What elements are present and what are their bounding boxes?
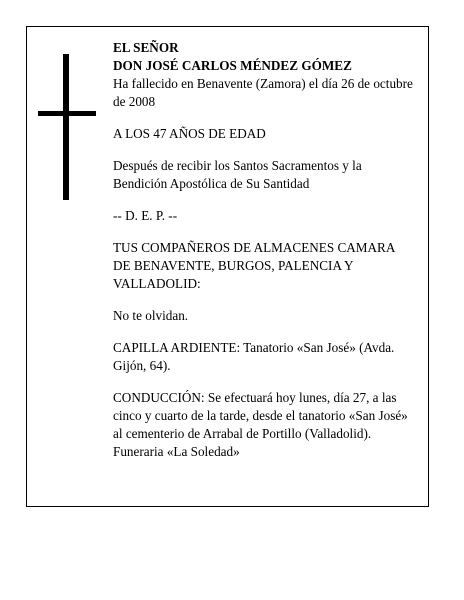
death-info: Ha fallecido en Benavente (Zamora) el día 26 de octubre de 2008 (113, 76, 413, 109)
obituary-notice (26, 26, 429, 507)
cross-vertical-bar (63, 54, 69, 200)
cross-icon (38, 54, 96, 200)
cross-horizontal-bar (38, 111, 96, 116)
age-line: A LOS 47 AÑOS DE EDAD (113, 126, 266, 141)
deceased-name: DON JOSÉ CARLOS MÉNDEZ GÓMEZ (113, 58, 352, 73)
title-line-1: EL SEÑOR (113, 40, 179, 55)
notice-text (113, 39, 413, 475)
notice-header (113, 39, 413, 111)
colleagues-line: TUS COMPAÑEROS DE ALMACENES CAMARA DE BENAVENTE, BURGOS, PALENCIA Y VALLADOLID: (113, 240, 395, 291)
conduction-line: CONDUCCIÓN: Se efectuará hoy lunes, día 27, a las cinco y cuarto de la tarde, desde el tanatorio «San José» al cementerio de Arrabal de Portillo (Valladolid). Funeraria «La Soledad» (113, 390, 408, 459)
chapel-line: CAPILLA ARDIENTE: Tanatorio «San José» (Avda. Gijón, 64). (113, 340, 395, 373)
rip-line: -- D. E. P. -- (113, 208, 178, 223)
message-line: No te olvidan. (113, 308, 189, 323)
sacraments-line: Después de recibir los Santos Sacramentos y la Bendición Apostólica de Su Santidad (113, 158, 362, 191)
